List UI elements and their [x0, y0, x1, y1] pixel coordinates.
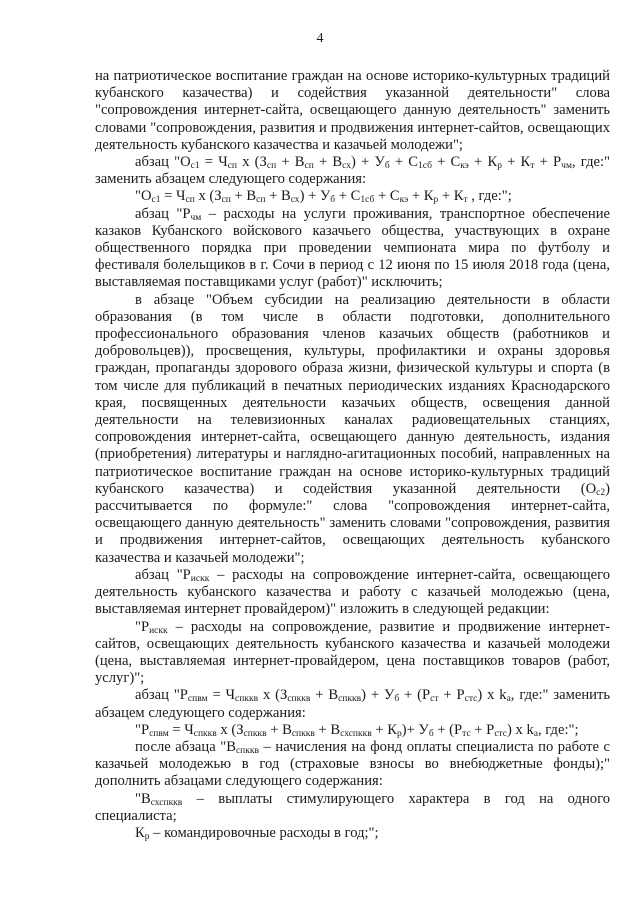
subscript-text: спккв [338, 694, 362, 705]
subscript-text: спвм [187, 694, 208, 705]
paragraph-text: + Р [470, 721, 495, 738]
document-body [95, 68, 610, 842]
subscript-text: р [144, 831, 150, 842]
paragraph-text: , где:"; [538, 721, 579, 738]
subscript-text: кэ [399, 195, 409, 206]
paragraph-text: + Р [438, 687, 465, 704]
paragraph [95, 722, 610, 739]
paragraph-text: ) х k [477, 687, 507, 704]
paragraph-text: , где:"; [467, 188, 512, 205]
paragraph-text: )+ У [401, 721, 429, 738]
paragraph-text: после абзаца "В [135, 738, 236, 755]
paragraph [95, 619, 610, 688]
paragraph-text: , где:" заменить абзацем следующего содержания: [95, 154, 610, 188]
subscript-text: с1 [190, 161, 200, 172]
paragraph-text: К [135, 824, 145, 841]
subscript-text: сп [256, 195, 266, 206]
subscript-text: спккв [287, 694, 311, 705]
paragraph-text: + В [310, 687, 339, 704]
paragraph-text: + Р [534, 154, 562, 171]
paragraph-text: + С [335, 188, 361, 205]
subscript-text: а [506, 694, 511, 705]
paragraph-text: + К [408, 188, 434, 205]
paragraph-text: в абзаце "Объем субсидии на реализацию деятельности в области образования (в том числе в области подготовки, дополнительного профессионального образования членов казачьих обществ (работников и добровольцев)), просвещения, культуры, профилактики и охраны здоровья граждан, пропаганды здорового образа жизни, физической культуры и спорта (в том числе для публикаций в печатных периодических изданиях Краснодарского края, посвященных деятельности казачьих обществ, освещения данной деятельности на телевизионных каналах радиовещательных станциях, сопровождения интернет-сайта, освещающего данную деятельность, издания (приобретения) литературы и наглядно-агитационных пособий, направленных на патриотическое воспитание граждан на основе историко-культурных традиций кубанского казачества) и содействия указанной деятельности (О [95, 291, 610, 497]
paragraph-text: + В [314, 721, 341, 738]
subscript-text: чм [561, 161, 572, 172]
paragraph [95, 739, 610, 791]
subscript-text: с2 [596, 487, 606, 498]
subscript-text: сх [342, 161, 352, 172]
paragraph-text: ) + У [361, 687, 395, 704]
paragraph-text: + В [265, 188, 291, 205]
paragraph-text: абзац "Р [135, 687, 188, 704]
subscript-text: ст [430, 694, 439, 705]
paragraph-text: ) х k [507, 721, 534, 738]
paragraph [95, 825, 610, 842]
paragraph-text: + К [501, 154, 531, 171]
subscript-text: искк [190, 573, 210, 584]
paragraph-text: + С [389, 154, 418, 171]
paragraph-text: "Р [135, 618, 150, 635]
paragraph [95, 567, 610, 619]
paragraph-text: "Р [135, 721, 150, 738]
paragraph-text: + К [468, 154, 498, 171]
paragraph-text: абзац "Р [135, 566, 191, 583]
paragraph [95, 687, 610, 721]
subscript-text: стс [464, 694, 478, 705]
paragraph-text: = Ч [207, 687, 236, 704]
subscript-text: спккв [243, 728, 267, 739]
subscript-text: спккв [235, 694, 259, 705]
subscript-text: сп [227, 161, 238, 172]
subscript-text: чм [190, 212, 202, 223]
paragraph-text: на патриотическое воспитание граждан на основе историко-культурных традиций кубанского казачества) и содействия указанной деятельности" слова "сопровождения интернет-сайта, освещающего данную деятельность" заменить словами "сопровождения, развития и продвижения интернет-сайтов, освещающих деятельность кубанского казачества и казачьей молодежи"; [95, 68, 610, 153]
paragraph-text: + С [431, 154, 461, 171]
paragraph [95, 154, 610, 188]
subscript-text: 1сб [418, 161, 432, 172]
paragraph-text: ) + У [351, 154, 385, 171]
paragraph-text: + К [371, 721, 397, 738]
paragraph [95, 206, 610, 292]
paragraph-text: – выплаты стимулирующего характера в год на одного специалиста; [95, 790, 610, 824]
subscript-text: р [396, 728, 402, 739]
paragraph-text: + В [276, 154, 305, 171]
subscript-text: р [433, 195, 439, 206]
paragraph-text: + К [438, 188, 464, 205]
paragraph-text: = Ч [160, 188, 186, 205]
subscript-text: сп [221, 195, 231, 206]
paragraph-text: х (З [237, 154, 267, 171]
paragraph-text: + С [374, 188, 400, 205]
paragraph-text: – начисления на фонд оплаты специалиста по работе с казачьей молодежью в год (страховые взносы во внебюджетные фонды);" дополнить абзацами следующего содержания: [95, 738, 610, 790]
paragraph-text: х (З [216, 721, 244, 738]
paragraph-text: + В [266, 721, 292, 738]
paragraph-text: = Ч [168, 721, 194, 738]
paragraph [95, 188, 610, 205]
paragraph-text: – командировочные расходы в год;"; [149, 824, 379, 841]
paragraph-text: – расходы на сопровождение, развитие и продвижение интернет-сайтов, освещающих деятельность кубанского казачества и казачьей молодежи (цена, выставляемая интернет-провайдером, цена поставщиков товаров (работ, услуг)"; [95, 618, 610, 687]
paragraph-text: ) + У [299, 188, 331, 205]
paragraph [95, 791, 610, 825]
paragraph [95, 292, 610, 567]
paragraph-text: + В [313, 154, 343, 171]
paragraph-text: "В [135, 790, 151, 807]
subscript-text: искк [149, 625, 168, 636]
page-number: 4 [316, 31, 324, 46]
paragraph-text: х (З [258, 687, 288, 704]
subscript-text: т [463, 195, 468, 206]
subscript-text: кэ [460, 161, 469, 172]
paragraph-text: – расходы на услуги проживания, транспортное обеспечение казаков Кубанского войскового казачьего общества, участвующих в охране общественного порядка при проведении чемпионата мира по футболу и фестиваля болельщиков в г. Сочи в период с 12 июня по 15 июля 2018 года (цена, выставляемая поставщиками услуг (работ)" исключить; [95, 205, 610, 291]
paragraph-text: = Ч [199, 154, 228, 171]
subscript-text: 1сб [360, 195, 375, 206]
subscript-text: б [428, 728, 434, 739]
subscript-text: с1 [151, 195, 161, 206]
subscript-text: р [497, 161, 502, 172]
paragraph-text: + (Р [399, 687, 431, 704]
paragraph-text: абзац "О [135, 154, 191, 171]
subscript-text: спккв [235, 745, 259, 756]
subscript-text: а [533, 728, 538, 739]
subscript-text: стс [494, 728, 508, 739]
subscript-text: тс [462, 728, 471, 739]
paragraph-text: ) рассчитывается по формуле:" слова "сопровождения интернет-сайта, освещающего данную деятельность" заменить словами "сопровождения, развития и продвижения интернет-сайтов, освещающих деятельность кубанского казачества и казачьей молодежи"; [95, 480, 610, 566]
paragraph-text: , где:" заменить абзацем следующего содержания: [95, 687, 610, 721]
paragraph-text: абзац "Р [135, 205, 191, 222]
subscript-text: спккв [291, 728, 315, 739]
subscript-text: спвм [149, 728, 169, 739]
subscript-text: б [384, 161, 390, 172]
subscript-text: сп [185, 195, 195, 206]
paragraph [95, 68, 610, 154]
paragraph-text: + (Р [433, 721, 463, 738]
subscript-text: б [394, 694, 400, 705]
subscript-text: б [330, 195, 336, 206]
subscript-text: схспккв [340, 728, 372, 739]
subscript-text: сп [266, 161, 277, 172]
subscript-text: сх [290, 195, 300, 206]
paragraph-text: "О [135, 188, 152, 205]
paragraph-text: х (З [194, 188, 222, 205]
subscript-text: т [530, 161, 535, 172]
subscript-text: сп [304, 161, 314, 172]
subscript-text: схспккв [150, 797, 183, 808]
paragraph-text: – расходы на сопровождение интернет-сайта, освещающего деятельность кубанского казачества и работу с казачьей молодежью (цена, выставляемая интернет провайдером)" изложить в следующей редакции: [95, 566, 610, 618]
paragraph-text: + В [230, 188, 257, 205]
subscript-text: спккв [193, 728, 217, 739]
